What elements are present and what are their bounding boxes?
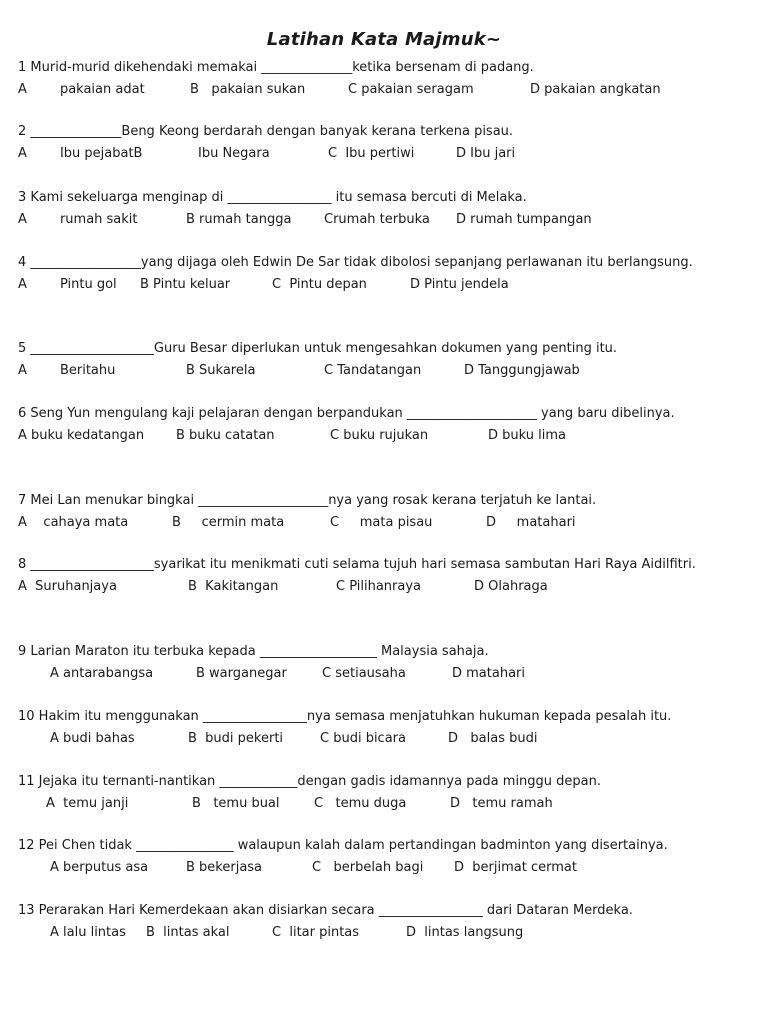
- option-c[interactable]: C Pilihanraya: [336, 578, 422, 594]
- option-c[interactable]: C litar pintas: [272, 924, 360, 940]
- question-5: [18, 338, 750, 381]
- option-d[interactable]: D rumah tumpangan: [456, 211, 592, 227]
- option-b[interactable]: B temu bual: [192, 795, 280, 811]
- question-13: [18, 900, 750, 943]
- option-d[interactable]: D balas budi: [448, 730, 538, 746]
- question-13-options: [50, 922, 768, 944]
- question-7-stem: 7 Mei Lan menukar bingkai ____________________nya yang rosak kerana terjatuh ke lantai.: [18, 493, 597, 508]
- option-c[interactable]: C setiausaha: [322, 665, 406, 681]
- question-8: [18, 554, 750, 597]
- question-1-options: [18, 79, 750, 101]
- option-d[interactable]: D berjimat cermat: [454, 859, 577, 875]
- option-c[interactable]: C budi bicara: [320, 730, 406, 746]
- option-b[interactable]: B cermin mata: [172, 514, 285, 530]
- option-c[interactable]: Crumah terbuka: [324, 211, 430, 227]
- option-d[interactable]: D matahari: [452, 665, 525, 681]
- option-a[interactable]: A berputus asa: [50, 859, 149, 875]
- option-d[interactable]: D Olahraga: [474, 578, 548, 594]
- option-a[interactable]: A cahaya mata: [18, 514, 129, 530]
- option-d[interactable]: D buku lima: [488, 427, 566, 443]
- option-d[interactable]: D lintas langsung: [406, 924, 524, 940]
- question-12-options: [50, 857, 768, 879]
- option-c[interactable]: C mata pisau: [330, 514, 433, 530]
- option-d[interactable]: D pakaian angkatan: [530, 81, 661, 97]
- option-c[interactable]: C Tandatangan: [324, 362, 422, 378]
- question-5-options: [18, 360, 750, 382]
- option-d[interactable]: D Ibu jari: [456, 145, 516, 161]
- option-d[interactable]: D matahari: [486, 514, 576, 530]
- question-1-stem: 1 Murid-murid dikehendaki memakai ______________ketika bersenam di padang.: [18, 60, 534, 75]
- option-c[interactable]: C pakaian seragam: [348, 81, 474, 97]
- option-a[interactable]: A budi bahas: [50, 730, 135, 746]
- question-6-options: [18, 425, 750, 447]
- option-b[interactable]: B Kakitangan: [188, 578, 279, 594]
- question-3-options: [18, 209, 750, 231]
- question-5-stem: 5 ___________________Guru Besar diperlukan untuk mengesahkan dokumen yang penting itu.: [18, 341, 618, 356]
- option-c[interactable]: C Ibu pertiwi: [328, 145, 415, 161]
- question-10: [18, 706, 750, 749]
- question-7: [18, 490, 750, 533]
- option-c[interactable]: C buku rujukan: [330, 427, 429, 443]
- question-7-options: [18, 512, 750, 534]
- option-c[interactable]: C Pintu depan: [272, 276, 367, 292]
- question-9-options: [50, 663, 768, 685]
- option-a[interactable]: A antarabangsa: [50, 665, 154, 681]
- question-8-options: [18, 576, 750, 598]
- worksheet-title: Latihan Kata Majmuk~: [266, 29, 502, 50]
- question-2: [18, 121, 750, 164]
- option-b[interactable]: B buku catatan: [176, 427, 275, 443]
- option-b[interactable]: B warganegar: [196, 665, 287, 681]
- question-6: [18, 403, 750, 446]
- option-a[interactable]: A lalu lintas: [50, 924, 126, 940]
- option-a[interactable]: A Pintu gol: [18, 276, 117, 292]
- option-a[interactable]: A rumah sakit: [18, 211, 138, 227]
- option-a[interactable]: A Ibu pejabatB: [18, 145, 143, 161]
- question-6-stem: 6 Seng Yun mengulang kaji pelajaran dengan berpandukan ____________________ yang baru dibelinya.: [18, 406, 675, 421]
- option-b[interactable]: B pakaian sukan: [190, 81, 306, 97]
- option-b[interactable]: B lintas akal: [146, 924, 230, 940]
- question-11-options: [46, 793, 768, 815]
- question-9: [18, 641, 750, 684]
- question-1: [18, 57, 750, 100]
- option-b[interactable]: B Sukarela: [186, 362, 256, 378]
- question-9-stem: 9 Larian Maraton itu terbuka kepada __________________ Malaysia sahaja.: [18, 644, 489, 659]
- option-a[interactable]: A temu janji: [46, 795, 129, 811]
- option-b[interactable]: B Pintu keluar: [140, 276, 231, 292]
- option-a[interactable]: A pakaian adat: [18, 81, 145, 97]
- question-12: [18, 835, 750, 878]
- question-13-stem: 13 Perarakan Hari Kemerdekaan akan disiarkan secara ________________ dari Dataran Merdeka.: [18, 903, 633, 918]
- option-b[interactable]: B rumah tangga: [186, 211, 292, 227]
- option-d[interactable]: D temu ramah: [450, 795, 553, 811]
- question-8-stem: 8 ___________________syarikat itu menikmati cuti selama tujuh hari semasa sambutan Hari Raya Aidilfitri.: [18, 557, 696, 572]
- question-11-stem: 11 Jejaka itu ternanti-nantikan ____________dengan gadis idamannya pada minggu depan.: [18, 774, 602, 789]
- question-10-stem: 10 Hakim itu menggunakan ________________nya semasa menjatuhkan hukuman kepada pesalah itu.: [18, 709, 672, 724]
- option-a[interactable]: A Suruhanjaya: [18, 578, 117, 594]
- question-3: [18, 187, 750, 230]
- question-2-stem: 2 ______________Beng Keong berdarah dengan banyak kerana terkena pisau.: [18, 124, 514, 139]
- question-12-stem: 12 Pei Chen tidak _______________ walaupun kalah dalam pertandingan badminton yang disertainya.: [18, 838, 668, 853]
- question-10-options: [50, 728, 768, 750]
- question-11: [18, 771, 750, 814]
- question-2-options: [18, 143, 750, 165]
- option-c[interactable]: C berbelah bagi: [312, 859, 424, 875]
- option-a[interactable]: A Beritahu: [18, 362, 116, 378]
- question-4-options: [18, 274, 750, 296]
- question-4: [18, 252, 750, 295]
- option-a[interactable]: A buku kedatangan: [18, 427, 145, 443]
- option-b[interactable]: B budi pekerti: [188, 730, 284, 746]
- option-b[interactable]: Ibu Negara: [198, 145, 270, 161]
- question-4-stem: 4 _________________yang dijaga oleh Edwin De Sar tidak dibolosi sepanjang perlawanan itu berlangsung.: [18, 255, 693, 270]
- option-b[interactable]: B bekerjasa: [186, 859, 263, 875]
- option-c[interactable]: C temu duga: [314, 795, 407, 811]
- option-d[interactable]: D Tanggungjawab: [464, 362, 580, 378]
- option-d[interactable]: D Pintu jendela: [410, 276, 509, 292]
- question-3-stem: 3 Kami sekeluarga menginap di ________________ itu semasa bercuti di Melaka.: [18, 190, 527, 205]
